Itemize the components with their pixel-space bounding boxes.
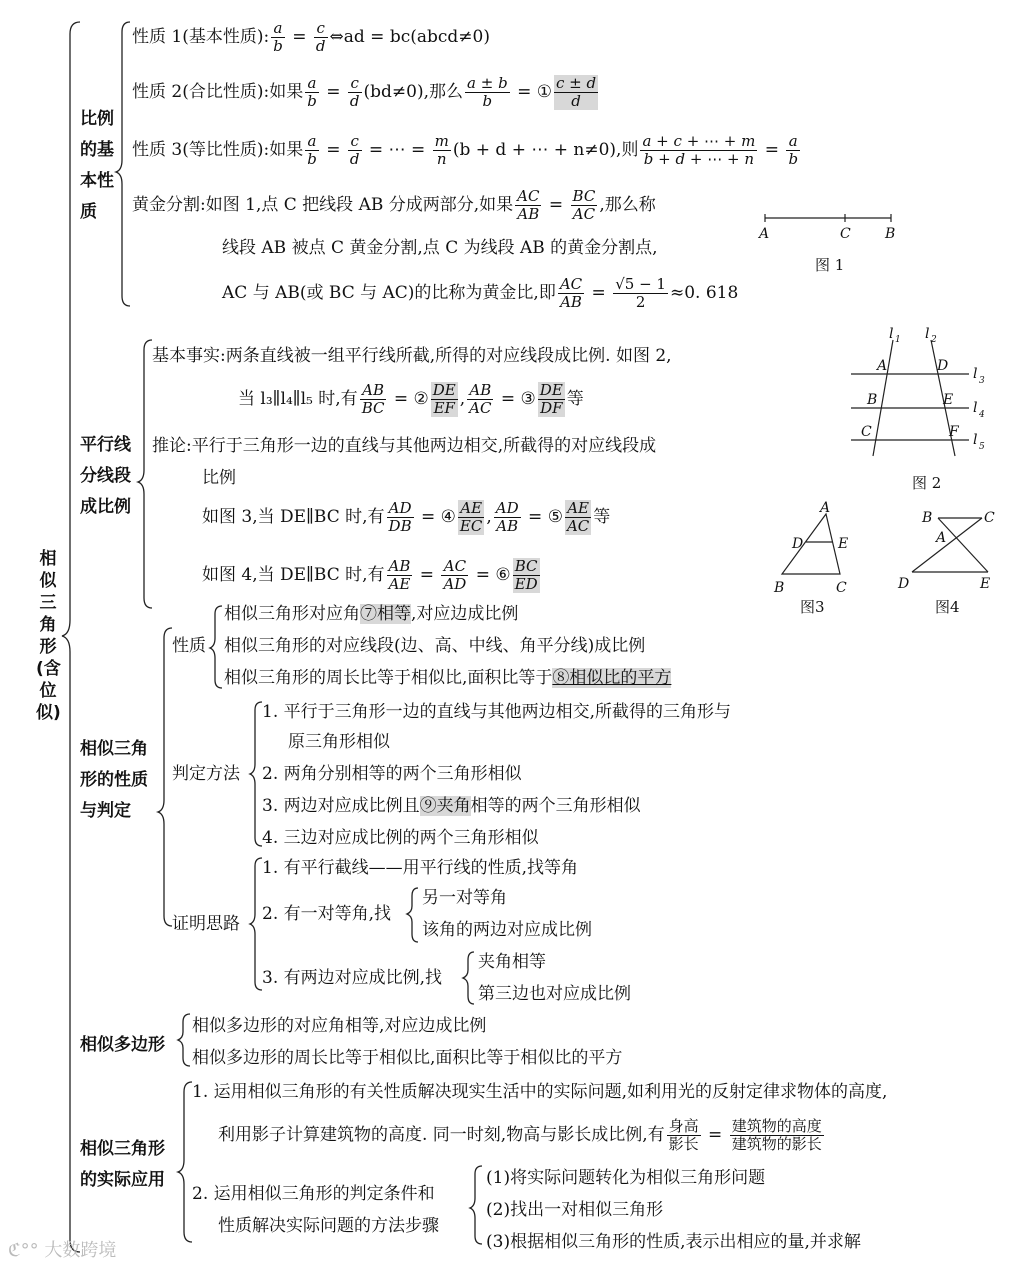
sec1-label-line: 本性 (80, 171, 114, 191)
svg-text:1: 1 (895, 335, 901, 345)
proof-1: 1. 有平行截线——用平行线的性质,找等角 (262, 858, 579, 878)
fraction-numerator: 身高 (668, 1117, 699, 1135)
sec2-brace (138, 340, 152, 608)
figure-2-caption: 图 2 (912, 474, 942, 492)
svg-text:A: A (820, 500, 831, 516)
sec5-label-line: 相似三角形 (80, 1139, 165, 1159)
judgement-1-line-2: 原三角形相似 (288, 732, 390, 752)
svg-text:C: C (840, 226, 851, 242)
property-1-formula: ⇔ad = bc(abcd≠0) (329, 27, 490, 47)
golden-text: 黄金分割:如图 1,点 C 把线段 AB 分成两部分,如果 (132, 195, 514, 215)
fraction: $\frac{c}{d}$ (315, 19, 326, 55)
golden-line-2: 线段 AB 被点 C 黄金分割,点 C 为线段 AB 的黄金分割点, (222, 238, 658, 258)
step-2: (2)找出一对相似三角形 (486, 1200, 664, 1220)
corollary-line-2: 比例 (202, 468, 236, 488)
fraction-denominator: 影长 (668, 1135, 699, 1153)
fraction: $\frac{AB}{BC}$ (361, 381, 385, 417)
svg-text:C: C (984, 510, 995, 526)
fraction (730, 1118, 824, 1153)
fraction: $\frac{BC}{AC}$ (572, 187, 596, 223)
property-text: ,对应边成比例 (411, 604, 519, 624)
fraction-numerator: 建筑物的高度 (731, 1117, 822, 1135)
answer-number: ③ (520, 389, 536, 409)
judgement-1-line-1: 1. 平行于三角形一边的直线与其他两边相交,所截得的三角形与 (262, 702, 732, 722)
step-1: (1)将实际问题转化为相似三角形问题 (486, 1168, 766, 1188)
figure-4-caption: 图4 (935, 598, 960, 616)
sec2-label-line: 分线段 (80, 466, 131, 486)
answer-number: ④ (440, 507, 456, 527)
svg-text:4: 4 (979, 410, 985, 420)
svg-text:A: A (936, 530, 947, 546)
fraction: $\frac{AC}{AD}$ (443, 557, 467, 593)
svg-text:3: 3 (979, 376, 985, 386)
root-label: 相似三角形(含位似) (36, 549, 61, 723)
judgement-2: 2. 两角分别相等的两个三角形相似 (262, 764, 522, 784)
answer-number: ② (413, 389, 429, 409)
golden-line-1: 黄金分割:如图 1,点 C 把线段 AB 分成两部分,如果 $\frac{AC}{AB}$ = $\frac{BC}{AC}$ ,那么称 (132, 187, 656, 223)
judgement-3 (262, 796, 641, 816)
steps-brace (470, 1166, 482, 1244)
sec5-label-line: 的实际应用 (80, 1170, 165, 1190)
property-3-label: 性质 3(等比性质):如果 (132, 140, 304, 160)
property-perimeter (224, 668, 671, 688)
golden-line-3: AC 与 AB(或 BC 与 AC)的比称为黄金比,即 $\frac{AC}{AB}$ = $\frac{√5 - 1}{2}$ ≈0. 618 (222, 275, 739, 311)
judgement-4: 4. 三边对应成比例的两个三角形相似 (262, 828, 539, 848)
sec3-label-line: 形的性质 (80, 770, 148, 790)
svg-text:E: E (943, 392, 954, 408)
svg-text:5: 5 (979, 442, 985, 452)
svg-text:E: E (980, 576, 991, 592)
figure-4 (892, 504, 1002, 594)
golden-ratio-value: ≈0. 618 (669, 283, 739, 303)
application-1-line-2: 利用影子计算建筑物的高度. 同一时刻,物高与影长成比例,有 身高 影长 = 建筑物的高度 建筑物的影长 (218, 1117, 822, 1153)
figure-3-relation: 如图 3,当 DE∥BC 时,有 $\frac{AD}{DB}$ = ④ $\frac{AE}{EC}$ , $\frac{AD}{AB}$ = ⑤ $\frac{AE}{AC}$ 等 (202, 499, 611, 535)
property-text: 相似三角形的周长比等于相似比,面积比等于 (224, 668, 553, 688)
sec1-label-line: 比例 (80, 109, 114, 129)
application-2-line-1: 2. 运用相似三角形的判定条件和 (192, 1184, 435, 1204)
svg-text:D: D (792, 536, 804, 552)
basic-fact-line-1: 基本事实:两条直线被一组平行线所截,所得的对应线段成比例. 如图 2, (152, 346, 672, 366)
answer-9: ⑨夹角 (419, 796, 471, 816)
proof-3-option-b: 第三边也对应成比例 (478, 984, 631, 1004)
figure-3 (770, 500, 860, 596)
judgement-label: 判定方法 (172, 764, 240, 784)
sec1-label-line: 的基 (80, 140, 114, 160)
basic-fact-line-2: 当 l₃∥l₄∥l₅ 时,有 $\frac{AB}{BC}$ = ② $\frac{DE}{EF}$ , $\frac{AB}{AC}$ = ③ $\frac{DE}{DF}$ 等 (238, 381, 584, 417)
relation-text: 如图 3,当 DE∥BC 时,有 (202, 507, 385, 527)
polygon-line-1: 相似多边形的对应角相等,对应边成比例 (192, 1016, 487, 1036)
application-2-line-2: 性质解决实际问题的方法步骤 (218, 1216, 439, 1236)
svg-text:E: E (838, 536, 849, 552)
prop-brace (210, 606, 222, 688)
svg-text:2: 2 (931, 335, 937, 345)
fraction (667, 1118, 701, 1153)
pf3-brace (463, 952, 474, 1004)
answer-3: $\frac{DE}{DF}$ (539, 381, 563, 417)
fraction: $\frac{a}{b}$ (788, 132, 799, 168)
proof-2-option-a: 另一对等角 (422, 888, 507, 908)
fraction: $\frac{AC}{AB}$ (559, 275, 583, 311)
svg-text:l: l (973, 432, 978, 448)
svg-text:B: B (774, 580, 785, 596)
fraction: $\frac{c}{d}$ (349, 132, 360, 168)
fraction: $\frac{AD}{AB}$ (495, 499, 519, 535)
answer-4: $\frac{AE}{EC}$ (459, 499, 483, 535)
sec3-label (80, 734, 148, 827)
root-brace (62, 22, 80, 1252)
watermark (8, 1236, 116, 1262)
svg-text:l: l (973, 366, 978, 382)
fraction: $\frac{a}{b}$ (307, 132, 317, 168)
figure-3-caption: 图3 (800, 598, 825, 616)
figure-2 (845, 326, 995, 466)
sec3-label-line: 与判定 (80, 801, 131, 821)
answer-number: ① (536, 82, 552, 102)
answer-2: $\frac{DE}{EF}$ (432, 381, 456, 417)
fraction-denominator: 建筑物的影长 (731, 1135, 822, 1153)
sec2-label-line: 成比例 (80, 497, 131, 517)
fraction: $\frac{m}{n}$ (434, 132, 449, 168)
svg-text:F: F (949, 424, 959, 440)
svg-text:A: A (759, 226, 770, 242)
golden-text: ,那么称 (599, 195, 656, 215)
sec4-brace (178, 1014, 190, 1066)
property-2-condition: (bd≠0),那么 (363, 82, 463, 102)
proof-label: 证明思路 (172, 914, 240, 934)
pf2-brace (407, 888, 418, 942)
svg-text:C: C (836, 580, 847, 596)
properties-label: 性质 (172, 636, 206, 656)
sec1-brace (116, 22, 130, 306)
property-3: 性质 3(等比性质):如果 $\frac{a}{b}$ = $\frac{c}{d}$ = ⋯ = $\frac{m}{n}$ (b + d + ⋯ + n≠0),则 $\frac{a + c + \cdots + m}{b + d + \cdots + n}$ = $\frac{a}{b}$ (132, 132, 799, 168)
proof-2-option-b: 该角的两边对应成比例 (422, 920, 592, 940)
svg-text:A: A (877, 358, 888, 374)
fraction: $\frac{a}{b}$ (307, 74, 317, 110)
answer-number: ⑤ (547, 507, 563, 527)
svg-text:l: l (973, 400, 978, 416)
sec4-label: 相似多边形 (80, 1035, 165, 1055)
sec1-label-line: 质 (80, 202, 97, 222)
fraction: $\frac{AB}{AC}$ (469, 381, 492, 417)
property-1: 性质 1(基本性质): $\frac{a}{b}$ = $\frac{c}{d}$ ⇔ad = bc(abcd≠0) (132, 19, 490, 55)
sec5-brace (178, 1082, 192, 1242)
property-2: 性质 2(合比性质):如果 $\frac{a}{b}$ = $\frac{c}{d}$ (bd≠0),那么 $\frac{a \pm b}{b}$ = ① $\frac{c \pm d}{d}$ (132, 74, 597, 110)
fraction: $\frac{a \pm b}{b}$ (467, 74, 508, 110)
polygon-line-2: 相似多边形的周长比等于相似比,面积比等于相似比的平方 (192, 1048, 623, 1068)
step-3: (3)根据相似三角形的性质,表示出相应的量,并求解 (486, 1232, 861, 1252)
proof-brace (250, 858, 262, 990)
fraction: $\frac{c}{d}$ (349, 74, 360, 110)
answer-5: $\frac{AE}{AC}$ (566, 499, 590, 535)
svg-text:C: C (861, 424, 872, 440)
svg-text:D: D (898, 576, 910, 592)
answer-1: $\frac{c \pm d}{d}$ (555, 74, 597, 110)
fraction: $\frac{AD}{DB}$ (388, 499, 412, 535)
relation-text: 等 (593, 507, 611, 527)
fraction: $\frac{AB}{AE}$ (388, 557, 411, 593)
property-angles (224, 604, 518, 624)
property-2-label: 性质 2(合比性质):如果 (132, 82, 304, 102)
sec3-label-line: 相似三角 (80, 739, 148, 759)
fact-text: 等 (566, 389, 584, 409)
sec5-label (80, 1134, 165, 1196)
fraction: $\frac{√5 - 1}{2}$ (615, 275, 666, 311)
judge-brace (250, 702, 262, 846)
answer-number: ⑥ (495, 565, 511, 585)
fraction: $\frac{a + c + \cdots + m}{b + d + \cdots + n}$ (642, 132, 756, 168)
sec1-label (80, 104, 114, 228)
proof-3: 3. 有两边对应成比例,找 (262, 968, 443, 988)
answer-6: $\frac{BC}{ED}$ (514, 557, 538, 593)
property-1-label: 性质 1(基本性质): (132, 27, 270, 47)
sec2-label-line: 平行线 (80, 435, 131, 455)
fraction: $\frac{a}{b}$ (273, 19, 283, 55)
corollary-line-1: 推论:平行于三角形一边的直线与其他两边相交,所截得的对应线段成 (152, 436, 657, 456)
svg-text:l: l (925, 326, 930, 342)
fact-text: 当 l₃∥l₄∥l₅ 时,有 (238, 389, 358, 409)
relation-text: 如图 4,当 DE∥BC 时,有 (202, 565, 385, 585)
judgement-text: 3. 两边对应成比例且 (262, 796, 420, 816)
figure-1-caption: 图 1 (815, 256, 845, 274)
property-3-condition: (b + d + ⋯ + n≠0),则 (452, 140, 639, 160)
property-segments: 相似三角形的对应线段(边、高、中线、角平分线)成比例 (224, 636, 646, 656)
application-text: 利用影子计算建筑物的高度. 同一时刻,物高与影长成比例,有 (218, 1125, 665, 1145)
answer-8: ⑧相似比的平方 (552, 668, 672, 688)
application-1-line-1: 1. 运用相似三角形的有关性质解决现实生活中的实际问题,如利用光的反射定律求物体的高度, (192, 1082, 888, 1102)
svg-text:B: B (885, 226, 896, 242)
fraction: $\frac{AC}{AB}$ (517, 187, 540, 223)
golden-text: AC 与 AB(或 BC 与 AC)的比称为黄金比,即 (222, 283, 556, 303)
proof-3-option-a: 夹角相等 (478, 952, 546, 972)
sec3-brace (158, 628, 172, 926)
watermark-text: 大数跨境 (44, 1240, 117, 1261)
property-text: 相似三角形对应角 (224, 604, 360, 624)
svg-text:D: D (937, 358, 949, 374)
figure-4-relation: 如图 4,当 DE∥BC 时,有 $\frac{AB}{AE}$ = $\frac{AC}{AD}$ = ⑥ $\frac{BC}{ED}$ (202, 557, 538, 593)
watermark-logo-icon: ℭ°° (8, 1240, 39, 1261)
judgement-text: 相等的两个三角形相似 (470, 796, 641, 816)
svg-text:l: l (889, 326, 894, 342)
svg-text:B: B (867, 392, 878, 408)
proof-2: 2. 有一对等角,找 (262, 904, 392, 924)
svg-text:B: B (922, 510, 933, 526)
answer-7: ⑦相等 (360, 604, 411, 624)
sec2-label (80, 430, 131, 523)
